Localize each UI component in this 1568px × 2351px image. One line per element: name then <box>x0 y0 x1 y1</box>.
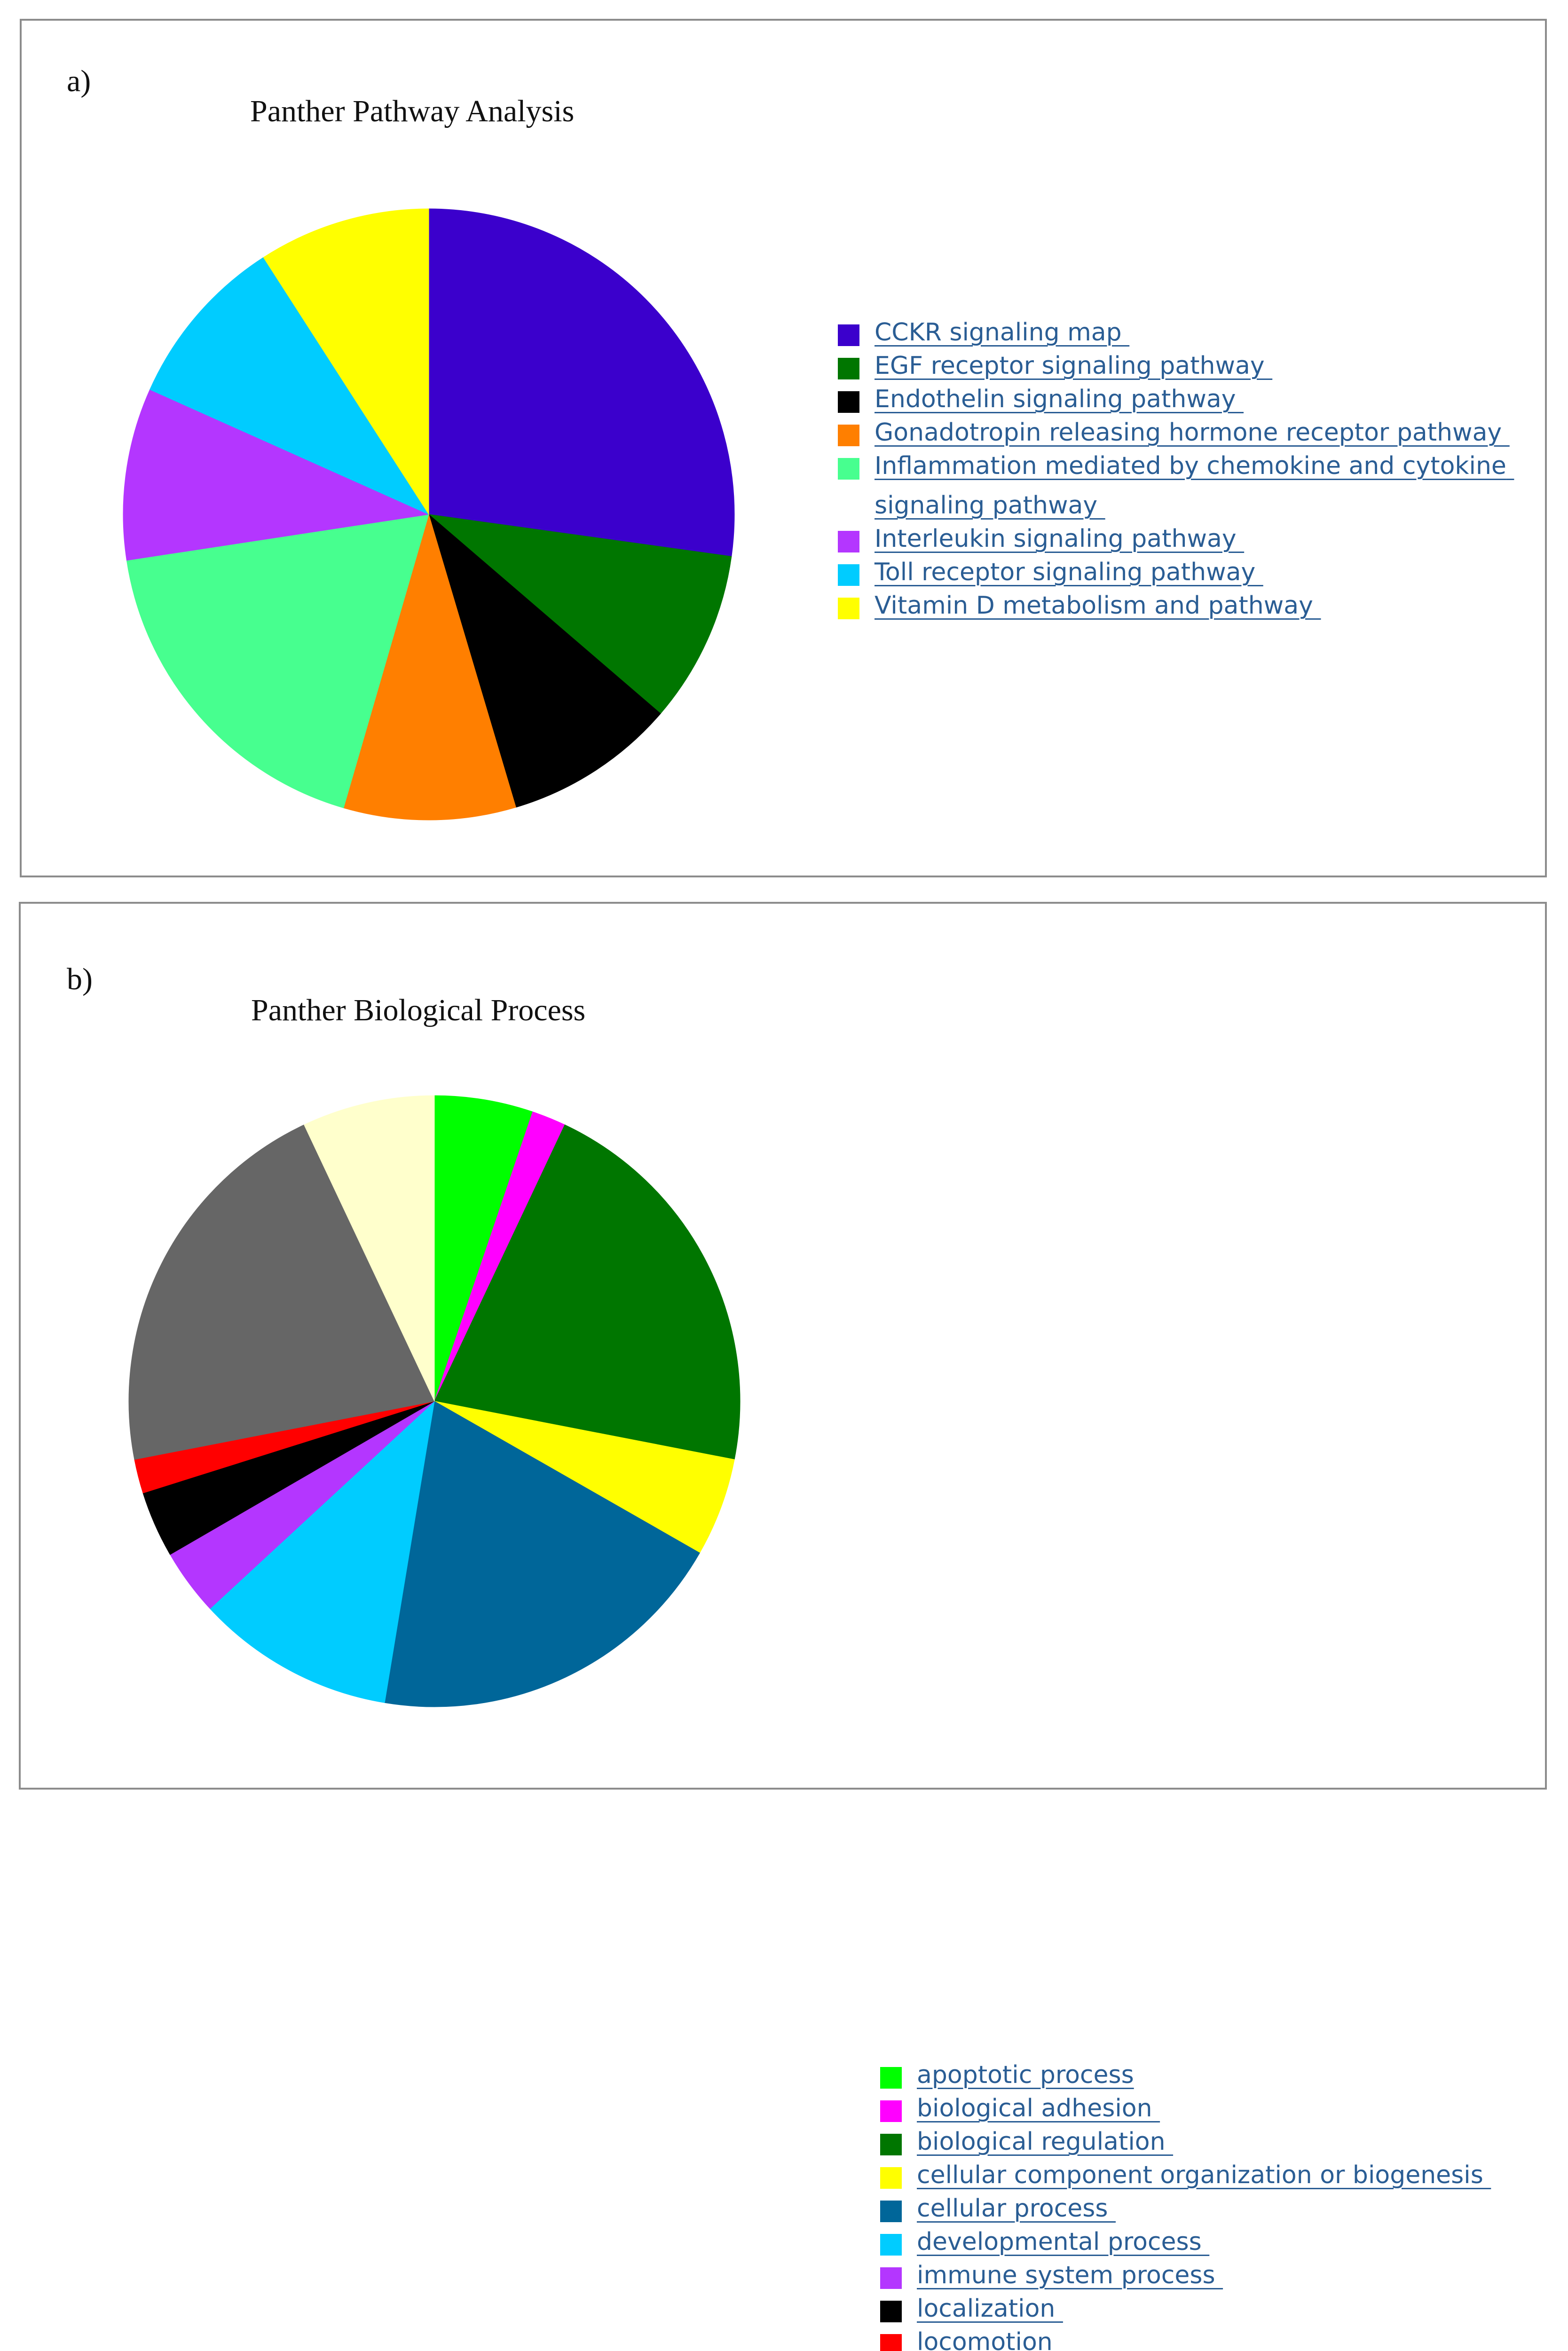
legend-swatch-cckr-signaling-map <box>838 324 859 346</box>
biological-process-pie-chart <box>129 1096 740 1707</box>
biological-process-legend <box>880 2061 1552 2351</box>
legend-swatch-gonadotropin-releasing-hormone-receptor-pathway <box>838 425 859 446</box>
legend-link-localization[interactable]: localization <box>917 2295 1063 2323</box>
legend-swatch-cellular-process <box>880 2201 902 2222</box>
legend-link-biological-adhesion[interactable]: biological adhesion <box>917 2094 1160 2122</box>
panel-a-chart-title: Panther Pathway Analysis <box>250 94 575 128</box>
legend-swatch-cellular-component-organization-or-biogenesis <box>880 2167 902 2189</box>
legend-swatch-endothelin-signaling-pathway <box>838 391 859 413</box>
legend-swatch-biological-regulation <box>880 2134 902 2155</box>
legend-swatch-localization <box>880 2301 902 2322</box>
legend-swatch-apoptotic-process <box>880 2067 902 2089</box>
legend-link-egf-receptor-signaling-pathway[interactable]: EGF receptor signaling pathway <box>875 352 1273 380</box>
pie-slice-cckr-signaling-map[interactable] <box>429 209 734 556</box>
legend-link-interleukin-signaling-pathway[interactable]: Interleukin signaling pathway <box>875 525 1245 553</box>
legend-link-toll-receptor-signaling-pathway[interactable]: Toll receptor signaling pathway <box>875 558 1263 586</box>
legend-link-endothelin-signaling-pathway[interactable]: Endothelin signaling pathway <box>875 385 1244 413</box>
legend-swatch-locomotion <box>880 2334 902 2351</box>
legend-link-cellular-component-organization-or-biogenesis[interactable]: cellular component organization or biogenesis <box>917 2161 1491 2189</box>
legend-link-developmental-process[interactable]: developmental process <box>917 2228 1210 2256</box>
pathway-legend <box>838 318 1548 628</box>
legend-swatch-egf-receptor-signaling-pathway <box>838 358 859 379</box>
legend-swatch-biological-adhesion <box>880 2100 902 2122</box>
panel-a <box>20 19 1547 877</box>
panel-b <box>19 902 1547 2351</box>
legend-link-locomotion[interactable]: locomotion <box>917 2328 1053 2351</box>
panel-a-label: a) <box>67 64 91 98</box>
legend-swatch-developmental-process <box>880 2234 902 2256</box>
legend-link-inflammation-mediated-by-chemokine-and-cytokine-signaling-pathway[interactable]: Inflammation mediated by chemokine and cytokine signaling pathway <box>875 452 1514 520</box>
panel-b-chart-title: Panther Biological Process <box>251 993 586 1027</box>
legend-link-cckr-signaling-map[interactable]: CCKR signaling map <box>875 318 1130 347</box>
legend-swatch-interleukin-signaling-pathway <box>838 531 859 552</box>
legend-item-inflammation-mediated-by-chemokine-and-cytokine-signaling-pathway[interactable] <box>838 452 1548 525</box>
legend-swatch-toll-receptor-signaling-pathway <box>838 564 859 586</box>
legend-link-cellular-process[interactable]: cellular process <box>917 2194 1116 2223</box>
pathway-pie-chart <box>123 209 734 820</box>
legend-swatch-vitamin-d-metabolism-and-pathway <box>838 598 859 619</box>
legend-swatch-immune-system-process <box>880 2267 902 2289</box>
legend-item-locomotion[interactable] <box>880 2328 1552 2351</box>
legend-link-immune-system-process[interactable]: immune system process <box>917 2261 1223 2289</box>
legend-link-gonadotropin-releasing-hormone-receptor-pathway[interactable]: Gonadotropin releasing hormone receptor pathway <box>875 418 1510 447</box>
legend-swatch-inflammation-mediated-by-chemokine-and-cytokine-signaling-pathway <box>838 458 859 480</box>
legend-item-vitamin-d-metabolism-and-pathway[interactable] <box>838 592 1548 625</box>
panel-b-label: b) <box>67 962 93 996</box>
legend-link-apoptotic-process[interactable]: apoptotic process <box>917 2061 1134 2089</box>
legend-link-vitamin-d-metabolism-and-pathway[interactable]: Vitamin D metabolism and pathway <box>875 592 1321 620</box>
legend-link-biological-regulation[interactable]: biological regulation <box>917 2128 1174 2156</box>
